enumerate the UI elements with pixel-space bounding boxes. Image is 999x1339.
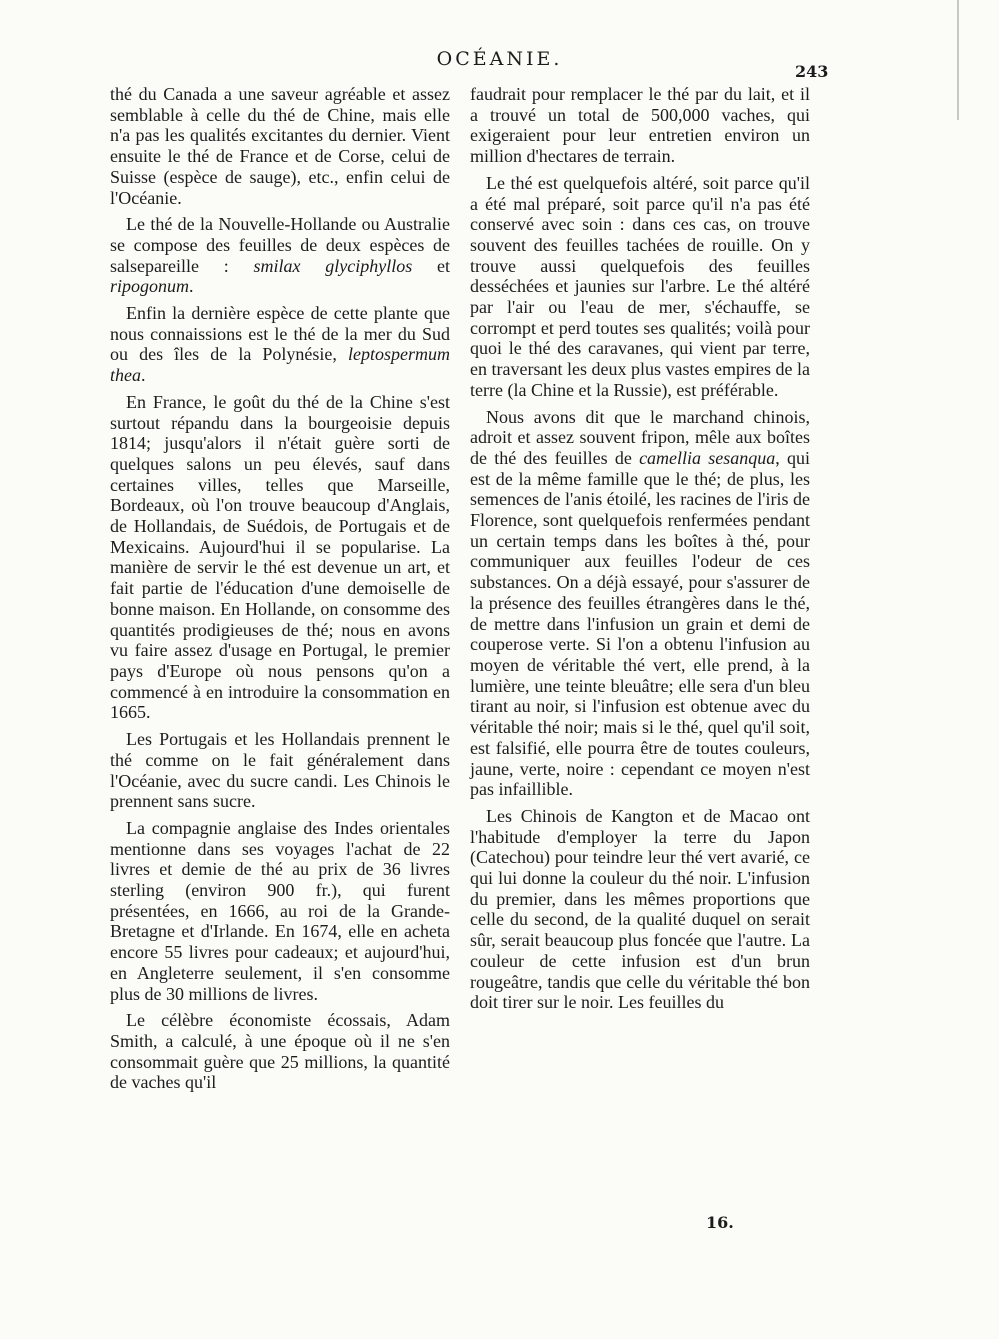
paragraph [110, 214, 450, 297]
text-run: thé du Canada a une saveur agréable et assez semblable à celle du thé de Chine, mais elle n'a pas les qualités excitantes du dernier. Vient ensuite le thé de France et de Corse, celui de Suisse (espèce de sauge), etc., enfin celui de l'Océanie. [110, 84, 450, 208]
text-run: Enfin la dernière espèce de cette plante que nous connaissions est le thé de la mer du Sud ou des îles de la Polynésie, [110, 303, 450, 365]
text-run: faudrait pour remplacer le thé par du lait, et il a trouvé un total de 500,000 vaches, qui exigeraient pour leur entretien environ un million d'hectares de terrain. [470, 84, 810, 167]
italic-term: smilax glyciphyllos [253, 255, 413, 276]
paragraph [110, 1010, 450, 1093]
italic-term: leptospermum thea [110, 344, 450, 386]
paragraph [470, 84, 810, 167]
italic-term: ripogonum [110, 276, 190, 297]
paragraph [110, 392, 450, 723]
paragraph [470, 173, 810, 401]
paragraph [470, 407, 810, 800]
paragraph [110, 818, 450, 1004]
text-run: . [141, 365, 146, 386]
italic-term: camellia sesanqua [639, 447, 776, 468]
text-run: Les Portugais et les Hollandais prennent le thé comme on le fait généralement dans l'Océanie, avec du sucre candi. Les Chinois le prennent sans sucre. [110, 729, 450, 812]
paragraph [110, 729, 450, 812]
text-run: Nous avons dit que le marchand chinois, adroit et assez souvent fripon, mêle aux boîtes de thé des feuilles de [470, 406, 810, 468]
text-run: Le thé est quelquefois altéré, soit parce qu'il a été mal préparé, soit parce qu'il n'a pas été conservé avec soin : dans ces cas, on trouve souvent des feuilles tachées de rouille. On y trouve aussi quelquefois des feuilles desséchées et jaunies sur l'arbre. Le thé altéré par l'air ou l'eau de mer, s'échauffe, se corrompt et perd toutes ses qualités; voilà pour quoi le thé des caravanes, qui vient par terre, en traversant les deux plus vastes empires de la terre (la Chine et la Russie), est préférable. [470, 172, 810, 400]
text-run: La compagnie anglaise des Indes orientales mentionne dans ses voyages l'achat de 22 livres et demie de thé au prix de 36 livres sterling (environ 900 fr.), qui furent présentées, en 1666, au roi de la Grande-Bretagne et d'Irlande. En 1674, elle en acheta encore 55 livres pour cadeaux; et aujourd'hui, en Angleterre seulement, il s'en consomme plus de 30 millions de livres. [110, 817, 450, 1004]
text-run: En France, le goût du thé de la Chine s'est surtout répandu dans la bourgeoisie depuis 1814; jusqu'alors il n'était guère sorti de quelques salons un peu élevés, sauf dans certaines villes, telles que Marseille, Bordeaux, où l'on trouve beaucoup d'Anglais, de Hollandais, de Suédois, de Portugais et de Mexicains. Aujourd'hui il se popularise. La manière de servir le thé est devenue un art, et fait partie de l'éducation d'une demoiselle de bonne maison. En Hollande, on consomme des quantités prodigieuses de thé; nous en avons vu faire assez d'usage en Portugal, le premier pays d'Europe où nous pensons qu'on a commencé à en introduire la consommation en 1665. [110, 391, 450, 723]
paragraph [110, 84, 450, 208]
text-run: . [189, 276, 194, 297]
paragraph [470, 806, 810, 1013]
text-run: Les Chinois de Kangton et de Macao ont l'habitude d'employer la terre du Japon (Catechou) pour teindre leur thé vert avarié, ce qui lui donne la couleur du thé noir. L'infusion du premier, dans les mêmes proportions que celle du second, de la qualité duquel on serait sûr, serait beaucoup plus foncée que l'autre. La couleur de cette infusion est d'un brun rougeâtre, tandis que celle du véritable thé bon doit tirer sur le noir. Les feuilles du [470, 805, 810, 1013]
running-header: OCÉANIE. [436, 48, 563, 70]
page-number: 243 [795, 62, 829, 81]
text-run: , qui est de la même famille que le thé; de plus, les semences de l'anis étoilé, les racines de l'iris de Florence, sont quelquefois renfermées pendant un certain temps dans les boîtes à thé, pour communiquer aux feuilles l'odeur de ces substances. On a déjà essayé, pour s'assurer de la présence des feuilles étrangères dans le thé, de mettre dans l'infusion un grain et demi de couperose verte. Si l'on a obtenu l'infusion au moyen de véritable thé vert, elle prend, à la lumière, une teinte bleuâtre; elle sera d'un bleu tirant au noir, si l'infusion est obtenue avec du véritable thé noir; mais si le thé, quel qu'il soit, est falsifié, elle pourra être de toutes couleurs, jaune, verte, noire : cependant ce moyen n'est pas infaillible. [470, 447, 810, 800]
text-run: Le célèbre économiste écossais, Adam Smith, a calculé, à une époque où il ne s'en consommait guère que 25 millions, la quantité de vaches qu'il [110, 1010, 450, 1093]
text-run: et [412, 255, 450, 276]
right-column [470, 84, 810, 1019]
signature-mark: 16. [706, 1213, 734, 1232]
left-column [110, 84, 450, 1099]
paragraph [110, 303, 450, 386]
text-run: Le thé de la Nouvelle-Hollande ou Australie se compose des feuilles de deux espèces de salsepareille : [110, 214, 450, 276]
